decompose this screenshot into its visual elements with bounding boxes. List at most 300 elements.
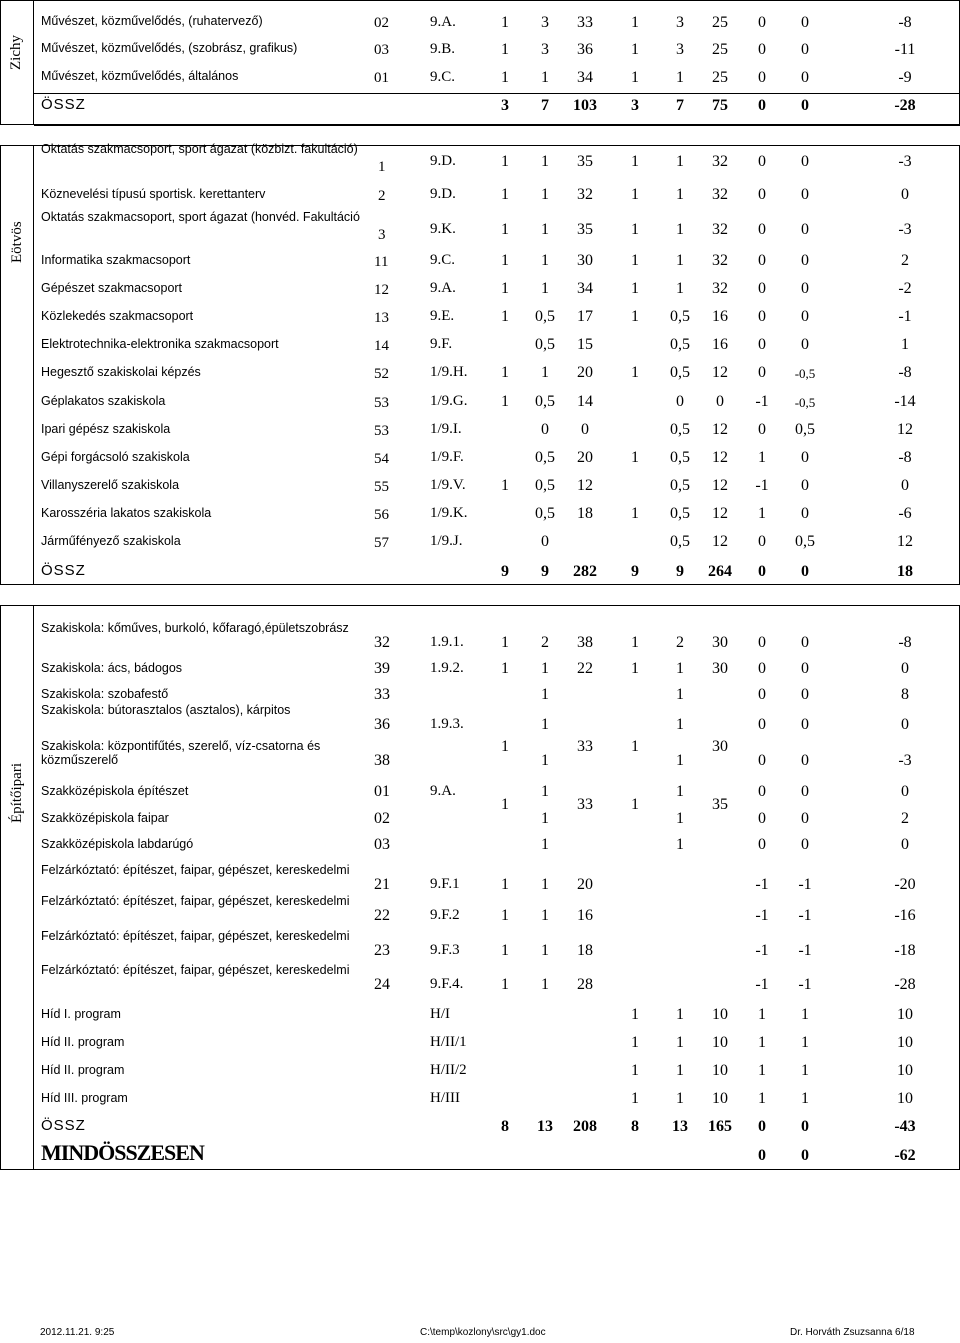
value-cell: -1 [798,942,812,959]
value-cell: 0 [758,421,766,438]
value-cell: 0 [801,449,809,466]
value-cell: 1 [501,796,509,813]
value-cell: 35 [577,221,593,238]
value-cell: -3 [898,752,912,769]
program-name: Felzárkóztató: építészet, faipar, gépészet, kereskedelmi [41,863,350,877]
value-cell: 0,5 [670,308,690,325]
program-code: 53 [374,395,389,411]
value-cell: -1 [755,907,769,924]
value-cell: 2 [541,634,549,651]
value-cell: 0 [801,153,809,170]
class-code: H/II/1 [430,1034,467,1050]
program-name: Szakközépiskola építészet [41,784,189,798]
value-cell: 0 [676,393,684,410]
value-cell: 0 [758,533,766,550]
zichy-sum-line [34,93,960,94]
value-cell: 1 [801,1062,809,1079]
value-cell: 30 [712,738,728,755]
value-cell: 0 [801,686,809,703]
sum-value: 7 [541,97,549,114]
value-cell: 0 [758,783,766,800]
program-name: Oktatás szakmacsoport, sport ágazat (közbizt. fakultáció) [41,142,358,156]
value-cell: 1 [631,796,639,813]
value-cell: 1 [631,738,639,755]
program-name: Hegesztő szakiskolai képzés [41,365,201,379]
value-cell: 1 [501,14,509,31]
program-name: Elektrotechnika-elektronika szakmacsoport [41,337,279,351]
value-cell: 32 [712,252,728,269]
class-code: 1/9.V. [430,477,466,493]
value-cell: 1 [676,810,684,827]
eotvos-label-box [0,145,34,585]
value-cell: -3 [898,153,912,170]
grand-total-value: 0 [801,1147,809,1164]
value-cell: 0 [801,783,809,800]
value-cell: 1 [676,1034,684,1051]
value-cell: 1 [541,783,549,800]
program-code: 39 [374,660,390,677]
value-cell: 0 [801,69,809,86]
sum-value: -28 [894,97,916,114]
value-cell: 32 [712,221,728,238]
sum-value: 282 [573,563,597,580]
sum-value: 9 [676,563,684,580]
program-name: Felzárkóztató: építészet, faipar, gépészet, kereskedelmi [41,929,350,943]
value-cell: 10 [712,1062,728,1079]
value-cell: -8 [898,449,912,466]
value-cell: 1 [631,1062,639,1079]
value-cell: 0 [901,186,909,203]
value-cell: 0,5 [535,477,555,494]
value-cell: 12 [712,505,728,522]
program-code: 14 [374,338,389,354]
class-code: 9.A. [430,14,456,30]
value-cell: 34 [577,280,593,297]
program-code: 02 [374,810,390,827]
value-cell: 10 [712,1034,728,1051]
value-cell: 1 [541,364,549,381]
value-cell: 0 [758,686,766,703]
value-cell: 1 [631,505,639,522]
value-cell: 35 [712,796,728,813]
value-cell: 1 [676,660,684,677]
program-name: Szakiskola: szobafestő [41,687,169,701]
value-cell: 1 [676,186,684,203]
value-cell: 12 [712,421,728,438]
sum-value: 0 [758,1118,766,1135]
value-cell: 1 [758,1062,766,1079]
value-cell: 1 [676,783,684,800]
program-name: Művészet, közművelődés, (szobrász, grafikus) [41,41,298,55]
value-cell: 16 [712,336,728,353]
value-cell: 1 [631,69,639,86]
value-cell: 10 [897,1006,913,1023]
epitoipari-section [0,605,960,1170]
class-code: 9.C. [430,69,456,85]
value-cell: 0 [801,660,809,677]
program-code: 22 [374,907,390,924]
zichy-section-label: Zichy [8,35,24,70]
value-cell: 1 [676,153,684,170]
class-code: 1/9.J. [430,533,463,549]
value-cell: 3 [676,41,684,58]
class-code: H/II/2 [430,1062,467,1078]
value-cell: 10 [897,1034,913,1051]
program-code: 01 [374,783,390,800]
value-cell: 18 [577,505,593,522]
value-cell: -1 [755,976,769,993]
footer-date: 2012.11.21. 9:25 [40,1327,115,1338]
class-code: 9.B. [430,41,456,57]
value-cell: -8 [898,14,912,31]
value-cell: 0 [801,505,809,522]
class-code: 9.D. [430,186,456,202]
program-name: Szakiskola: ács, bádogos [41,661,183,675]
program-code: 36 [374,716,390,733]
program-code: 21 [374,876,390,893]
program-name: Művészet, közművelődés, általános [41,69,239,83]
program-code: 23 [374,942,390,959]
value-cell: 1 [676,836,684,853]
program-code: 02 [374,15,389,31]
value-cell: 0,5 [670,449,690,466]
value-cell: 38 [577,634,593,651]
value-cell: 0 [581,421,589,438]
value-cell: 1 [541,153,549,170]
value-cell: 1 [676,280,684,297]
value-cell: 1 [631,186,639,203]
class-code: 9.C. [430,252,456,268]
value-cell: 1 [541,280,549,297]
value-cell: 1 [501,393,509,410]
value-cell: 1 [758,449,766,466]
value-cell: 1 [676,1006,684,1023]
value-cell: 35 [577,153,593,170]
value-cell: 1 [676,716,684,733]
value-cell: 0 [801,41,809,58]
class-code: 1/9.F. [430,449,464,465]
value-cell: 0 [758,752,766,769]
value-cell: 0,5 [535,393,555,410]
value-cell: -8 [898,634,912,651]
value-cell: 3 [541,41,549,58]
eotvos-section [0,142,960,585]
value-cell: 1 [801,1090,809,1107]
sum-value: 0 [758,563,766,580]
value-cell: -1 [755,393,769,410]
value-cell: 1 [631,1006,639,1023]
epitoipari-label-box [0,605,34,1170]
value-cell: 1 [541,69,549,86]
value-cell: -0,5 [794,366,816,381]
value-cell: 1 [631,221,639,238]
eotvos-section-label: Eötvös [9,221,25,263]
sum-value: 18 [897,563,913,580]
value-cell: 0 [758,280,766,297]
value-cell: 1 [676,69,684,86]
value-cell: 1 [801,1006,809,1023]
class-code: 9.E. [430,308,455,324]
value-cell: 0 [541,421,549,438]
sum-value: 13 [537,1118,553,1135]
value-cell: 0 [901,716,909,733]
program-code: 12 [374,282,389,298]
value-cell: 1 [541,752,549,769]
value-cell: 0,5 [670,505,690,522]
value-cell: -1 [755,477,769,494]
sum-value: 13 [672,1118,688,1135]
value-cell: 2 [676,634,684,651]
class-code: 9.A. [430,280,456,296]
value-cell: 1 [541,876,549,893]
value-cell: -0,5 [794,395,816,410]
value-cell: 0 [758,221,766,238]
sum-value: 0 [801,97,809,114]
value-cell: 30 [577,252,593,269]
program-name: Szakiskola: központifűtés, szerelő, víz-csatorna és közműszerelő [41,739,321,767]
sum-value: 264 [708,563,732,580]
value-cell: 10 [897,1090,913,1107]
zichy-row [34,40,960,64]
sum-label: ÖSSZ [41,562,86,579]
class-code: 9.K. [430,221,456,237]
class-code: H/I [430,1006,450,1022]
value-cell: -16 [894,907,916,924]
value-cell: 1 [501,364,509,381]
program-code: 56 [374,507,389,523]
value-cell: 10 [897,1062,913,1079]
sum-value: 208 [573,1118,597,1135]
value-cell: 0 [758,836,766,853]
program-code: 33 [374,686,390,703]
value-cell: -1 [755,876,769,893]
value-cell: 2 [901,810,909,827]
value-cell: 32 [577,186,593,203]
value-cell: 1 [631,14,639,31]
value-cell: 0 [901,836,909,853]
program-name: Felzárkóztató: építészet, faipar, gépészet, kereskedelmi [41,894,350,908]
zichy-section [0,0,960,125]
value-cell: 1 [758,1006,766,1023]
class-code: 9.F.3 [430,942,460,958]
value-cell: 1 [631,634,639,651]
program-name: Géplakatos szakiskola [41,394,166,408]
program-name: Híd I. program [41,1007,121,1021]
value-cell: 1 [631,449,639,466]
value-cell: 1 [501,308,509,325]
value-cell: 1 [541,660,549,677]
value-cell: 1 [501,153,509,170]
value-cell: 12 [712,449,728,466]
value-cell: 12 [712,533,728,550]
value-cell: 1 [501,738,509,755]
program-name: Gépi forgácsoló szakiskola [41,450,190,464]
value-cell: 0,5 [670,533,690,550]
value-cell: 1 [631,1090,639,1107]
sum-value: 9 [541,563,549,580]
value-cell: 1 [501,69,509,86]
value-cell: 12 [897,533,913,550]
value-cell: 1 [501,280,509,297]
program-name: Közlekedés szakmacsoport [41,309,194,323]
program-code: 03 [374,836,390,853]
epitoipari-section-label: Építőipari [9,763,25,823]
value-cell: 1 [541,976,549,993]
value-cell: 0 [758,153,766,170]
value-cell: -3 [898,221,912,238]
value-cell: 1 [631,280,639,297]
value-cell: 0 [758,14,766,31]
value-cell: -6 [898,505,912,522]
value-cell: 30 [712,634,728,651]
program-name: Gépészet szakmacsoport [41,281,183,295]
sum-label: ÖSSZ [41,1117,86,1134]
program-code: 1 [378,159,386,175]
value-cell: 1 [631,308,639,325]
sum-label: ÖSSZ [41,96,86,113]
value-cell: 0,5 [795,421,815,438]
value-cell: 1 [801,1034,809,1051]
value-cell: -1 [755,942,769,959]
value-cell: 1 [676,252,684,269]
value-cell: 1 [541,716,549,733]
value-cell: 22 [577,660,593,677]
class-code: 1/9.I. [430,421,462,437]
value-cell: 0 [801,308,809,325]
value-cell: 3 [676,14,684,31]
value-cell: 1 [501,907,509,924]
class-code: 1/9.K. [430,505,468,521]
value-cell: 0 [901,783,909,800]
value-cell: 20 [577,449,593,466]
value-cell: 10 [712,1006,728,1023]
value-cell: 0 [801,810,809,827]
program-name: Köznevelési típusú sportisk. kerettanterv [41,187,266,201]
value-cell: 1 [501,660,509,677]
value-cell: 14 [577,393,593,410]
value-cell: 0 [758,186,766,203]
value-cell: 0 [901,477,909,494]
value-cell: 33 [577,14,593,31]
value-cell: -1 [798,876,812,893]
value-cell: 1 [631,1034,639,1051]
value-cell: 1 [676,1062,684,1079]
value-cell: 1 [901,336,909,353]
sum-value: 165 [708,1118,732,1135]
value-cell: 1 [501,942,509,959]
sum-value: 8 [631,1118,639,1135]
program-name: Szakközépiskola faipar [41,811,169,825]
program-code: 01 [374,70,389,86]
value-cell: 1 [631,364,639,381]
value-cell: 12 [712,477,728,494]
class-code: 1/9.H. [430,364,468,380]
grand-total-label: MINDÖSSZESEN [41,1140,204,1165]
sum-value: 0 [801,563,809,580]
class-code: 1.9.3. [430,716,464,732]
value-cell: -2 [898,280,912,297]
value-cell: 0 [801,477,809,494]
value-cell: 1 [541,836,549,853]
class-code: 1.9.2. [430,660,464,676]
value-cell: 10 [712,1090,728,1107]
program-name: Híd III. program [41,1091,128,1105]
program-code: 38 [374,752,390,769]
value-cell: 0 [758,364,766,381]
value-cell: 1 [541,810,549,827]
value-cell: -8 [898,364,912,381]
value-cell: 1 [631,153,639,170]
sum-value: 75 [712,97,728,114]
value-cell: 1 [541,252,549,269]
value-cell: -20 [894,876,916,893]
class-code: 1/9.G. [430,393,468,409]
sum-value: 8 [501,1118,509,1135]
value-cell: 16 [712,308,728,325]
program-name: Ipari gépész szakiskola [41,422,171,436]
sum-value: 3 [631,97,639,114]
value-cell: 1 [758,1034,766,1051]
program-name: Karosszéria lakatos szakiskola [41,506,212,520]
value-cell: 34 [577,69,593,86]
program-code: 54 [374,451,389,467]
value-cell: 0 [801,252,809,269]
program-name: Járműfényező szakiskola [41,534,181,548]
zichy-bottom-gap [34,125,960,126]
program-code: 03 [374,42,389,58]
value-cell: 1 [501,976,509,993]
class-code: 1.9.1. [430,634,464,650]
zichy-row [34,68,960,92]
value-cell: 0 [758,660,766,677]
value-cell: 0,5 [670,477,690,494]
value-cell: 33 [577,738,593,755]
value-cell: 33 [577,796,593,813]
value-cell: 0 [758,308,766,325]
value-cell: 1 [501,876,509,893]
value-cell: 1 [676,686,684,703]
grand-total-value: -62 [894,1147,916,1164]
value-cell: 12 [577,477,593,494]
value-cell: 1 [541,186,549,203]
value-cell: 1 [501,477,509,494]
value-cell: 0 [801,280,809,297]
value-cell: 0 [901,660,909,677]
value-cell: 1 [631,41,639,58]
value-cell: 1 [501,252,509,269]
value-cell: 0,5 [535,308,555,325]
value-cell: 8 [901,686,909,703]
value-cell: 15 [577,336,593,353]
value-cell: 0,5 [535,505,555,522]
value-cell: 0 [801,634,809,651]
value-cell: 28 [577,976,593,993]
value-cell: 1 [758,1090,766,1107]
value-cell: 16 [577,907,593,924]
program-code: 53 [374,423,389,439]
value-cell: 1 [501,41,509,58]
footer-path: C:\temp\kozlony\src\gy1.doc [420,1327,546,1338]
value-cell: -14 [894,393,916,410]
program-name: Híd II. program [41,1035,125,1049]
value-cell: 32 [712,280,728,297]
value-cell: 1 [676,752,684,769]
program-code: 2 [378,188,386,204]
program-name: Szakiskola: bútorasztalos (asztalos), kárpitos [41,703,291,717]
value-cell: 0,5 [535,449,555,466]
value-cell: 1 [541,942,549,959]
program-code: 24 [374,976,390,993]
